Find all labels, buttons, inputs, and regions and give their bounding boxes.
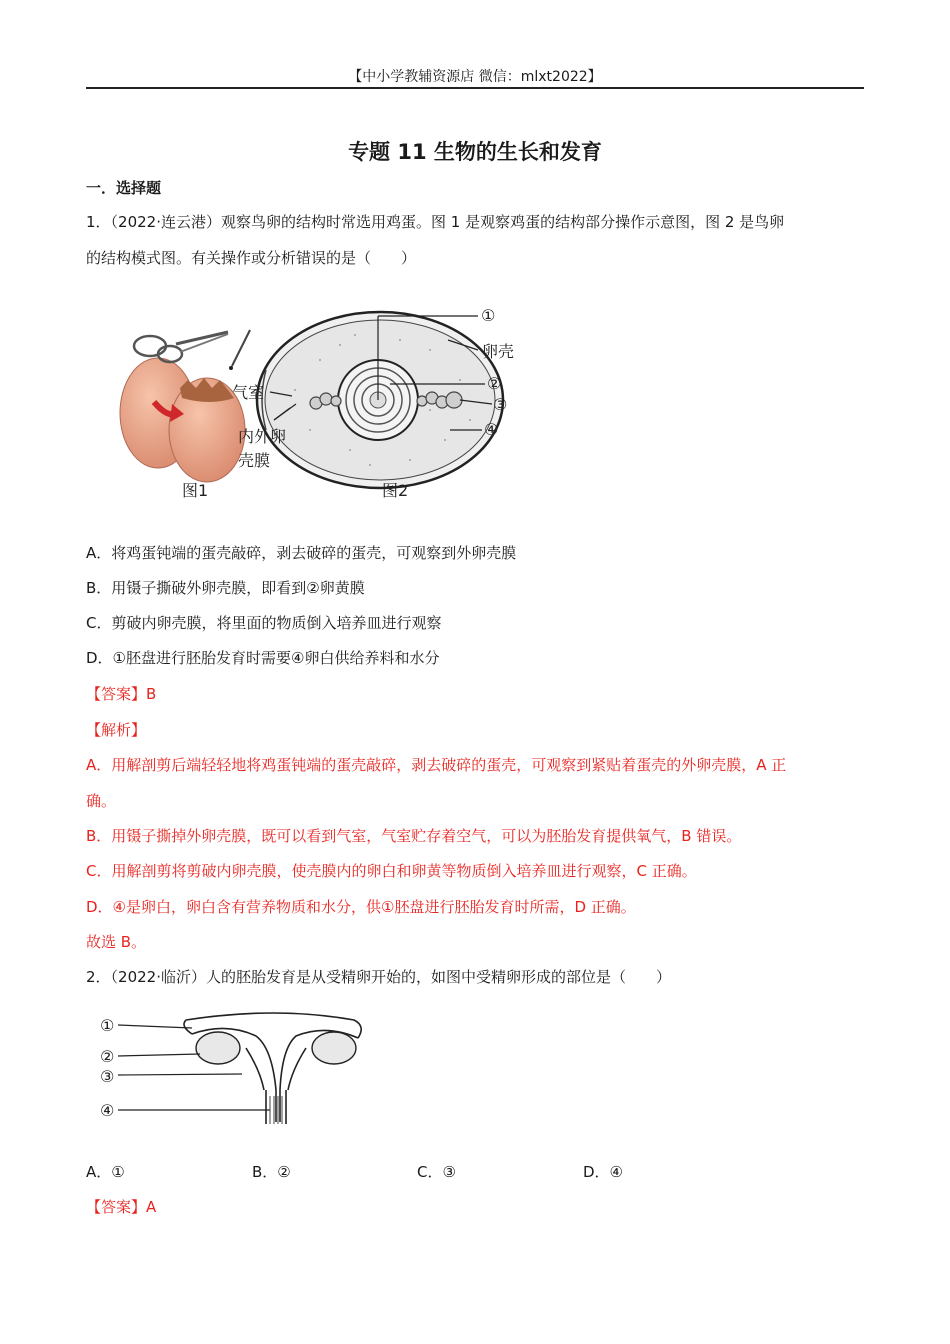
- label-shell: 卵壳: [482, 342, 515, 361]
- q2-option-a: A．①: [86, 1163, 125, 1181]
- uterus-label-4: ④: [100, 1101, 115, 1120]
- q1-analysis-label: 【解析】: [86, 721, 147, 739]
- ovary-right: [312, 1032, 356, 1064]
- q1-analysis-c: C．用解剖剪将剪破内卵壳膜，使壳膜内的卵白和卵黄等物质倒入培养皿进行观察，C 正确。: [86, 862, 697, 880]
- q1-option-c: C．剪破内卵壳膜，将里面的物质倒入培养皿进行观察: [86, 614, 442, 632]
- q1-analysis-a-line1: A．用解剖剪后端轻轻地将鸡蛋钝端的蛋壳敲碎，剥去破碎的蛋壳，可观察到紧贴着蛋壳的外卵壳膜，A 正: [86, 756, 787, 774]
- label-2: ②: [487, 374, 502, 393]
- document-title: 专题 11 生物的生长和发育: [348, 140, 602, 164]
- q1-stem-line1: 1．（2022·连云港）观察鸟卵的结构时常选用鸡蛋。图 1 是观察鸡蛋的结构部分操作示意图，图 2 是鸟卵: [86, 213, 785, 231]
- q2-figure-uterus: [96, 1000, 376, 1130]
- uterus-outline: [184, 1013, 361, 1124]
- label-4: ④: [484, 420, 499, 439]
- label-membrane-2: 壳膜: [238, 451, 271, 470]
- q2-answer: 【答案】A: [86, 1198, 157, 1216]
- q1-answer: 【答案】B: [86, 685, 157, 703]
- q2-option-b: B．②: [252, 1163, 291, 1181]
- q2-option-c: C．③: [417, 1163, 456, 1181]
- header-rule: [86, 87, 864, 89]
- fig1-caption: 图1: [182, 481, 209, 500]
- q1-analysis-b: B．用镊子撕掉外卵壳膜，既可以看到气室，气室贮存着空气，可以为胚胎发育提供氧气，B 错误。: [86, 827, 742, 845]
- label-membrane-1: 内外卵: [238, 427, 287, 446]
- q2-stem: 2．（2022·临沂）人的胚胎发育是从受精卵开始的，如图中受精卵形成的部位是（ ）: [86, 968, 671, 986]
- uterus-label-2: ②: [100, 1047, 115, 1066]
- q1-analysis-a-line2: 确。: [86, 792, 117, 810]
- ovary-left: [196, 1032, 240, 1064]
- uterus-label-1: ①: [100, 1016, 115, 1035]
- q1-option-b: B．用镊子撕破外卵壳膜，即看到②卵黄膜: [86, 579, 365, 597]
- scissors-icon: [134, 332, 228, 362]
- q2-option-d: D．④: [583, 1163, 623, 1181]
- q1-option-a: A．将鸡蛋钝端的蛋壳敲碎，剥去破碎的蛋壳，可观察到外卵壳膜: [86, 544, 517, 562]
- q1-stem-line2: 的结构模式图。有关操作或分析错误的是（ ）: [86, 249, 417, 267]
- page-header: 【中小学教辅资源店 微信：mlxt2022】: [348, 69, 602, 85]
- q1-option-d: D．①胚盘进行胚胎发育时需要④卵白供给养料和水分: [86, 649, 440, 667]
- uterus-label-3: ③: [100, 1067, 115, 1086]
- q1-figure-2: [230, 300, 540, 505]
- q1-conclusion: 故选 B。: [86, 933, 147, 951]
- q1-analysis-d: D．④是卵白，卵白含有营养物质和水分，供①胚盘进行胚胎发育时所需，D 正确。: [86, 898, 636, 916]
- section-heading: 一．选择题: [86, 179, 162, 197]
- label-air-chamber: 气室: [232, 383, 265, 402]
- label-3: ③: [493, 395, 508, 414]
- label-1: ①: [481, 306, 496, 325]
- leader-lines: [118, 1025, 270, 1110]
- fig2-caption: 图2: [382, 481, 409, 500]
